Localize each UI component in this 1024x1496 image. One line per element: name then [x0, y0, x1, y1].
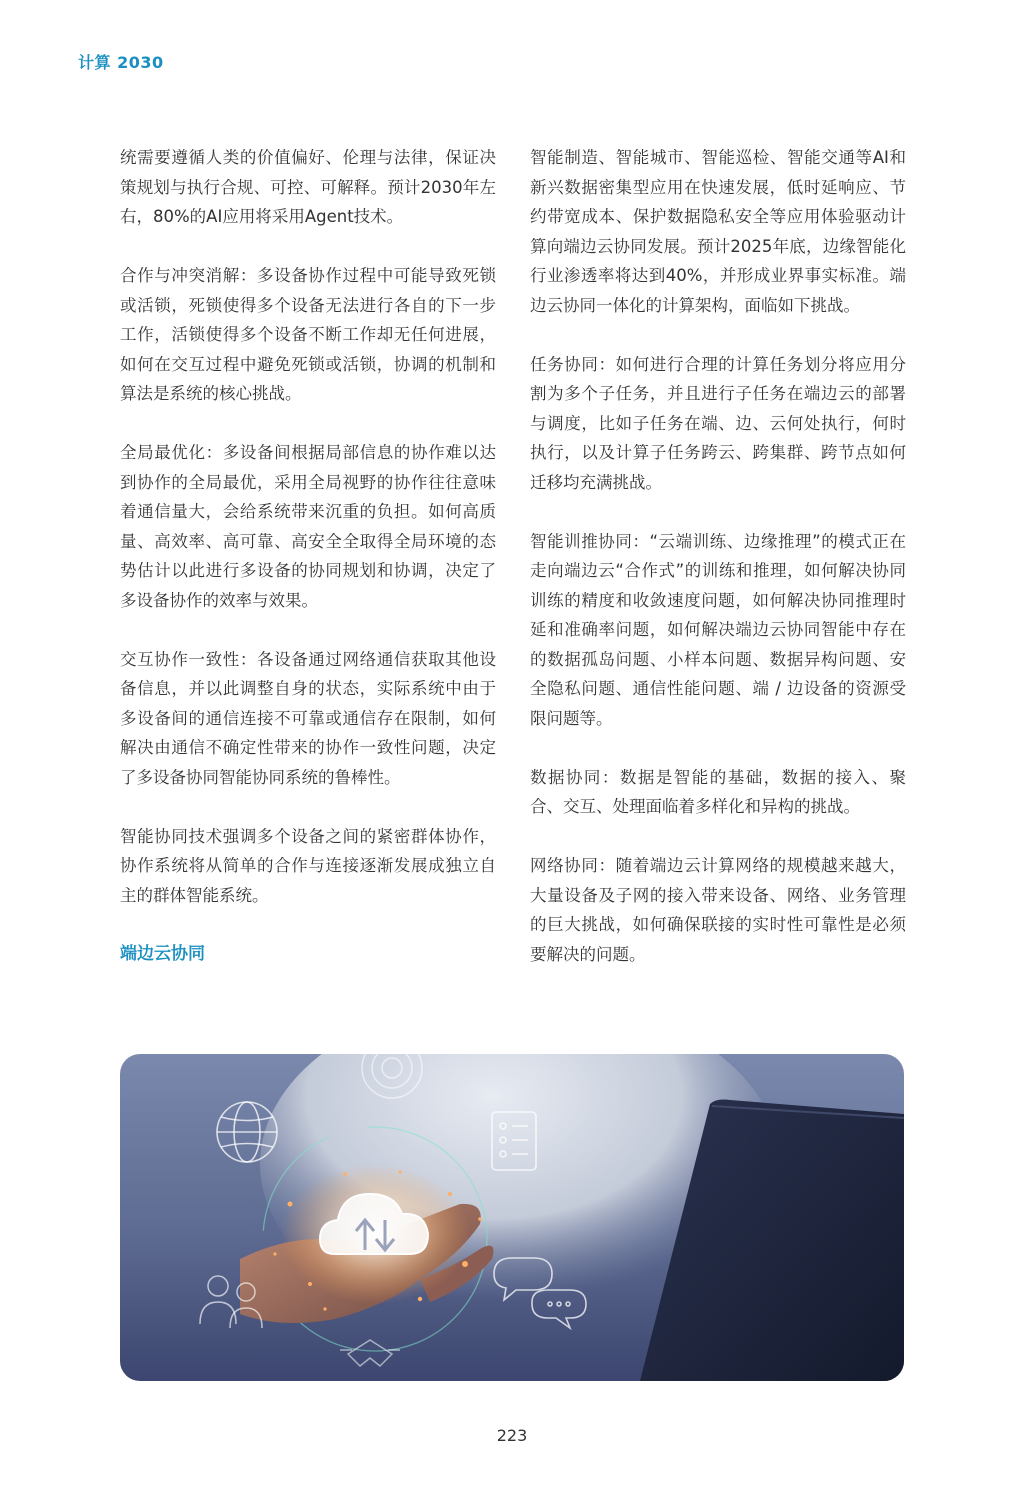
left-column [120, 143, 496, 969]
paragraph-global-optimization: 全局最优化：多设备间根据局部信息的协作难以达到协作的全局最优，采用全局视野的协作往往意味着通信量大，会给系统带来沉重的负担。如何高质量、高效率、高可靠、高安全全取得全局环境的态势估计以此进行多设备的协同规划和协调，决定了多设备协作的效率与效果。 [120, 443, 496, 610]
paragraph-task-collaboration: 任务协同：如何进行合理的计算任务划分将应用分割为多个子任务，并且进行子任务在端边云的部署与调度，比如子任务在端、边、云何处执行，何时执行，以及计算子任务跨云、跨集群、跨节点如何迁移均充满挑战。 [530, 354, 906, 492]
page-number: 223 [496, 1426, 528, 1445]
right-column [530, 143, 906, 999]
section-heading-edge-cloud: 端边云协同 [120, 943, 205, 964]
paragraph-data-collaboration: 数据协同：数据是智能的基础，数据的接入、聚合、交互、处理面临着多样化和异构的挑战。 [530, 767, 906, 816]
cloud-computing-illustration [120, 1054, 904, 1381]
paragraph-training-inference: 智能训推协同：“云端训练、边缘推理”的模式正在走向端边云“合作式”的训练和推理，如何解决协同训练的精度和收敛速度问题，如何解决协同推理时延和准确率问题，如何解决端边云协同智能中存在的数据孤岛问题、小样本问题、数据异构问题、安全隐私问题、通信性能问题、端 / 边设备的资源受限问题等。 [530, 531, 906, 728]
paragraph-interaction-consistency: 交互协作一致性：各设备通过网络通信获取其他设备信息，并以此调整自身的状态，实际系统中由于多设备间的通信连接不可靠或通信存在限制，如何解决由通信不确定性带来的协作一致性问题，决定了多设备协同智能协同系统的鲁棒性。 [120, 649, 496, 787]
paragraph-edge-cloud-intro: 智能制造、智能城市、智能巡检、智能交通等AI和新兴数据密集型应用在快速发展，低时延响应、节约带宽成本、保护数据隐私安全等应用体验驱动计算向端边云协同发展。预计2025年底，边缘智能化行业渗透率将达到40%，并形成业界事实标准。端边云协同一体化的计算架构，面临如下挑战。 [530, 148, 906, 315]
paragraph-collaboration-summary: 智能协同技术强调多个设备之间的紧密群体协作，协作系统将从简单的合作与连接逐渐发展成独立自主的群体智能系统。 [120, 826, 496, 905]
paragraph-cooperation-conflict: 合作与冲突消解：多设备协作过程中可能导致死锁或活锁，死锁使得多个设备无法进行各自的下一步工作，活锁使得多个设备不断工作却无任何进展，如何在交互过程中避免死锁或活锁，协调的机制和算法是系统的核心挑战。 [120, 266, 496, 403]
paragraph-network-collaboration: 网络协同：随着端边云计算网络的规模越来越大，大量设备及子网的接入带来设备、网络、业务管理的巨大挑战，如何确保联接的实时性可靠性是必须要解决的问题。 [530, 856, 906, 964]
running-header: 计算 2030 [78, 53, 164, 72]
paragraph-agent-compliance: 统需要遵循人类的价值偏好、伦理与法律，保证决策规划与执行合规、可控、可解释。预计2030年左右，80%的AI应用将采用Agent技术。 [120, 148, 496, 226]
